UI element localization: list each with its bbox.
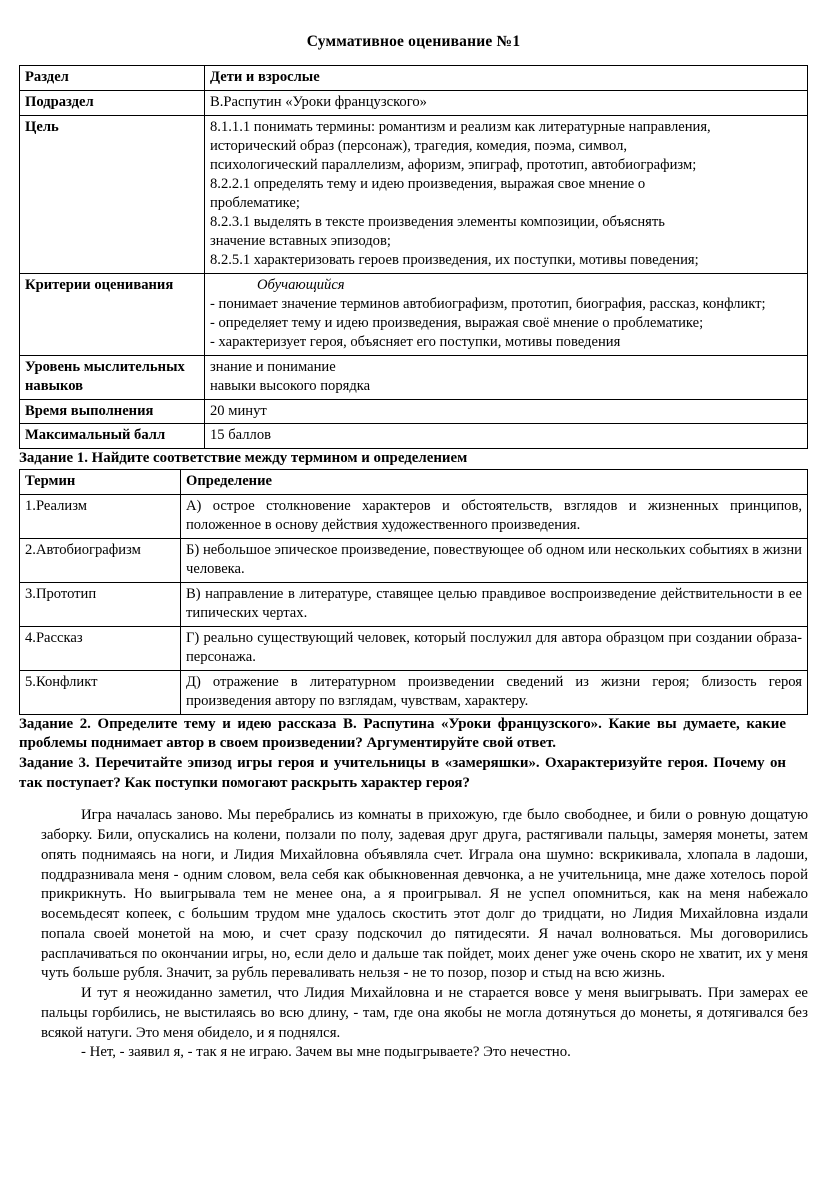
info-value-kriterii: [205, 273, 808, 355]
term-cell: 5.Конфликт: [20, 670, 181, 714]
info-value-razdel: Дети и взрослые: [205, 66, 808, 91]
term-cell: 2.Автобиографизм: [20, 539, 181, 583]
info-label-ball: Максимальный балл: [20, 424, 205, 449]
column-header-term: Термин: [20, 470, 181, 495]
criteria-item: - понимает значение терминов автобиографизм, прототип, биография, рассказ, конфликт;: [210, 295, 766, 312]
definition-cell: А) острое столкновение характеров и обстоятельств, взглядов и жизненных принципов, положенное в основу действия художественного произведения.: [181, 495, 808, 539]
goal-line: 8.2.5.1 характеризовать героев произведения, их поступки, мотивы поведения;: [210, 251, 699, 268]
goal-line: 8.1.1.1 понимать термины: романтизм и реализм как литературные направления,: [210, 118, 711, 135]
info-value-ball: 15 баллов: [205, 424, 808, 449]
goal-line: проблематике;: [210, 194, 300, 211]
info-label-podrazdel: Подраздел: [20, 90, 205, 115]
table-row: [20, 670, 808, 714]
info-label-cel: Цель: [20, 115, 205, 273]
goal-line: 8.2.2.1 определять тему и идею произведения, выражая свое мнение о: [210, 175, 646, 192]
table-row: [20, 582, 808, 626]
definition-cell: В) направление в литературе, ставящее целью правдивое воспроизведение действительности в ее типических чертах.: [181, 582, 808, 626]
criteria-item: - определяет тему и идею произведения, выражая своё мнение о проблематике;: [210, 314, 704, 331]
info-value-vremya: 20 минут: [205, 399, 808, 424]
passage-paragraph: - Нет, - заявил я, - так я не играю. Зачем вы мне подыгрываете? Это нечестно.: [81, 1044, 571, 1061]
table-row: [20, 355, 808, 399]
info-label-vremya: Время выполнения: [20, 399, 205, 424]
term-cell: 4.Рассказ: [20, 626, 181, 670]
goal-line: 8.2.3.1 выделять в тексте произведения элементы композиции, объяснять: [210, 213, 665, 230]
task-3-heading: Задание 3. Перечитайте эпизод игры героя и учительницы в «замеряшки». Охарактеризуйте героя. Почему он так поступает? Как поступки помогают раскрыть характер героя?: [19, 755, 786, 791]
definition-cell: Д) отражение в литературном произведении сведений из жизни героя; близость героя произведения автору по взглядам, чувствам, характеру.: [181, 670, 808, 714]
passage-paragraph: И тут я неожиданно заметил, что Лидия Михайловна и не старается вовсе у меня выигрывать. При замерах ее пальцы горбились, не выстилаясь во всю длину, - там, где она якобы не могла дотянуться до монеты, я дотягивался без всякой натуги. Это меня обидело, и я поднялся.: [41, 985, 808, 1041]
skill-level-line: знание и понимание: [210, 358, 336, 375]
passage-paragraph: Игра началась заново. Мы перебрались из комнаты в прихожую, где было свободнее, и били о ровную дощатую заборку. Били, опускались на колени, ползали по полу, задевая друг друга, растягивали пальцы, замеряя монеты, затем опять поднимаясь на ноги, и Лидия Михайловна объявляла счет. Играла она шумно: вскрикивала, хлопала в ладоши, поддразнивала меня - одним словом, вела себя как обыкновенная девчонка, а не учительница, мне даже хотелось порой прикрикнуть. Но выигрывала тем не менее она, а я проигрывал. Я не успел опомниться, как на меня набежало восемьдесят копеек, с большим трудом мне удалось скостить этот долг до тридцати, но Лидия Михайловна издали попала своей монетой на мою, и счет сразу подскочил до пятидесяти. Я начал волноваться. Мы договорились расплачиваться по окончании игры, но, если дело и дальше так пойдет, моих денег уже очень скоро не хватит, их у меня чуть больше рубля. Значит, за рубль переваливать нельзя - не то позор, позор и стыд на всю жизнь.: [41, 807, 808, 982]
info-value-cel: [205, 115, 808, 273]
terms-matching-table: [19, 469, 808, 715]
task-2-heading: Задание 2. Определите тему и идею рассказа В. Распутина «Уроки французского». Какие вы думаете, какие проблемы поднимает автор в своем произведении? Аргументируйте свой ответ.: [19, 715, 786, 752]
table-row: [20, 539, 808, 583]
info-value-podrazdel: В.Распутин «Уроки французского»: [205, 90, 808, 115]
criteria-subject: Обучающийся: [257, 276, 345, 293]
goal-line: значение вставных эпизодов;: [210, 232, 391, 249]
term-cell: 1.Реализм: [20, 495, 181, 539]
info-label-kriterii: Критерии оценивания: [20, 273, 205, 355]
assessment-info-table: [19, 65, 808, 449]
criteria-item: - характеризует героя, объясняет его поступки, мотивы поведения: [210, 333, 621, 350]
table-row: [20, 626, 808, 670]
page-title: Суммативное оценивание №1: [306, 33, 521, 50]
document-page: [0, 33, 827, 1203]
definition-cell: Б) небольшое эпическое произведение, повествующее об одном или нескольких событиях в жизни человека.: [181, 539, 808, 583]
column-header-definition: Определение: [181, 470, 808, 495]
info-label-razdel: Раздел: [20, 66, 205, 91]
info-value-uroven: [205, 355, 808, 399]
definition-cell: Г) реально существующий человек, который послужил для автора образцом при создании образа-персонажа.: [181, 626, 808, 670]
table-row: [20, 90, 808, 115]
table-row: [20, 399, 808, 424]
goal-line: исторический образ (персонаж), трагедия, комедия, поэма, символ,: [210, 137, 628, 154]
table-row: [20, 495, 808, 539]
skill-level-line: навыки высокого порядка: [210, 377, 371, 394]
task-1-heading: Задание 1. Найдите соответствие между термином и определением: [19, 450, 468, 467]
table-header-row: [20, 470, 808, 495]
table-row: [20, 66, 808, 91]
term-cell: 3.Прототип: [20, 582, 181, 626]
table-row: [20, 115, 808, 273]
info-label-uroven: Уровень мыслительных навыков: [20, 355, 205, 399]
table-row: [20, 424, 808, 449]
table-row: [20, 273, 808, 355]
goal-line: психологический параллелизм, афоризм, эпиграф, прототип, автобиографизм;: [210, 156, 697, 173]
